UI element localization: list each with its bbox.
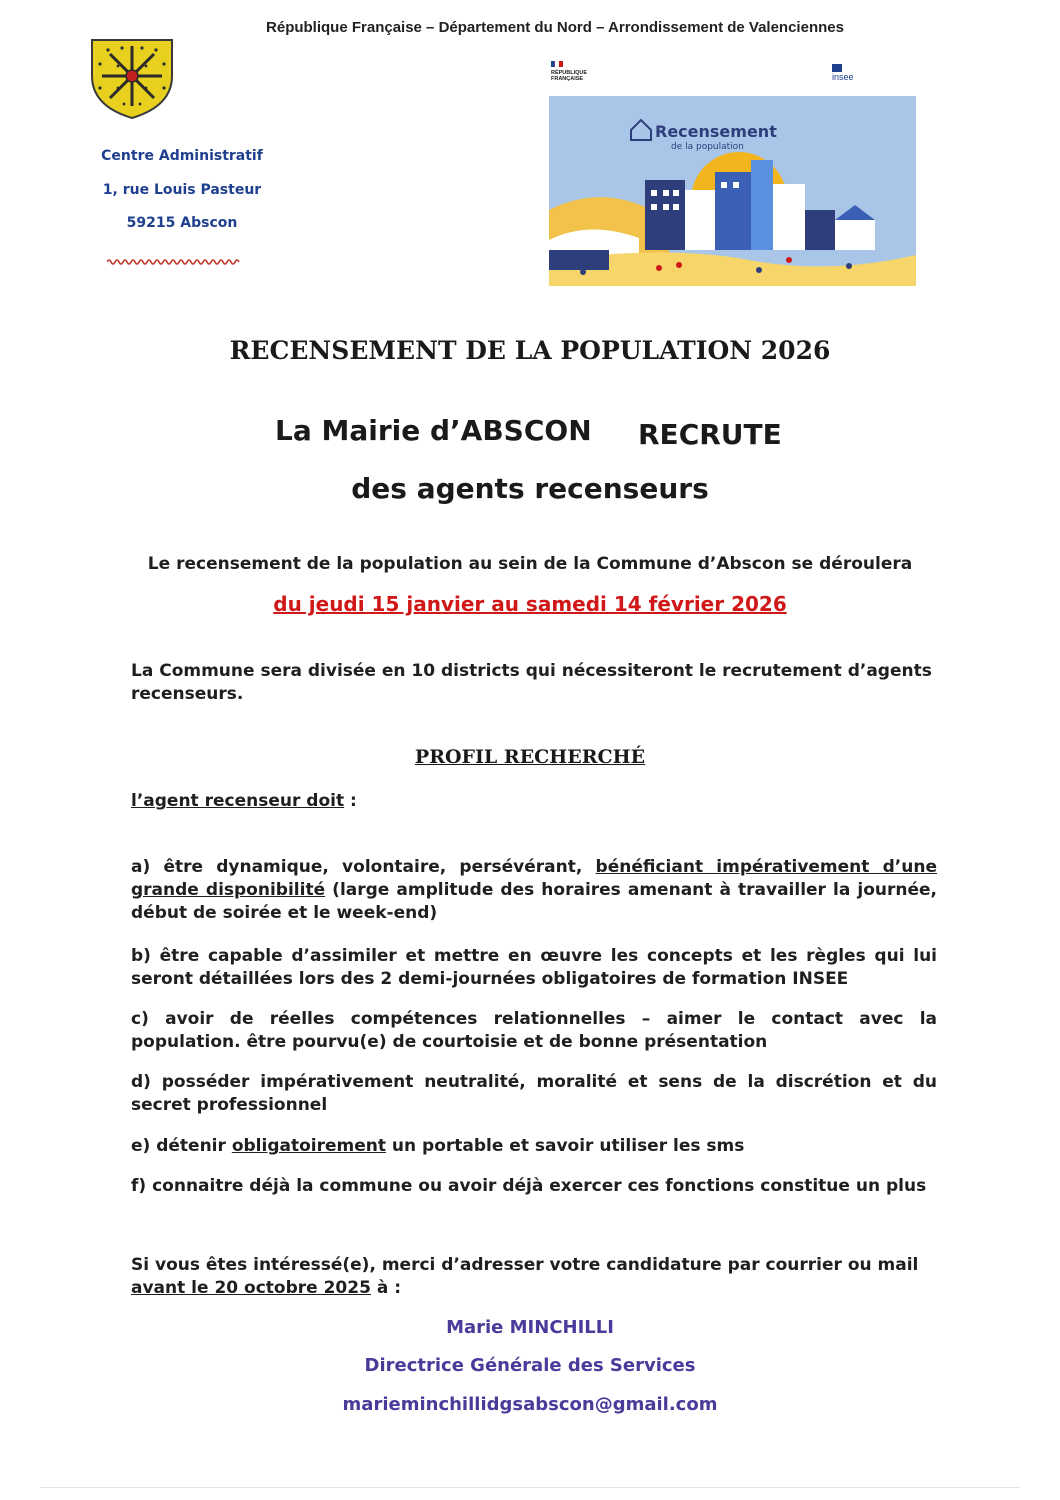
address-line-3: 59215 Abscon	[126, 215, 238, 231]
page-edge-divider	[40, 1487, 1020, 1488]
requirement-f: f) connaitre déjà la commune ou avoir déjà exercer ces fonctions constitue un plus	[131, 1176, 927, 1196]
requirement-a: a) être dynamique, volontaire, persévérant, bénéficiant impérativement d’une grande disponibilité (large amplitude des horaires amenant à travailler la journée, début de soirée et le week-end)	[131, 857, 938, 923]
address-line-1: Centre Administratif	[101, 148, 263, 164]
districts-text: La Commune sera divisée en 10 districts qui nécessiteront le recrutement d’agents recenseurs.	[131, 661, 932, 704]
requirement-e: e) détenir obligatoirement un portable et savoir utiliser les sms	[131, 1136, 745, 1156]
headline-recrute: RECRUTE	[638, 418, 782, 451]
address-line-2: 1, rue Louis Pasteur	[102, 182, 262, 198]
gov-logo-line-1: RÉPUBLIQUE	[551, 70, 588, 76]
header-jurisdiction: République Française – Département du Nord – Arrondissement de Valenciennes	[266, 19, 844, 36]
agent-must-line: l’agent recenseur doit :	[131, 791, 357, 811]
contact-role: Directrice Générale des Services	[364, 1355, 696, 1376]
banner-title: Recensement	[655, 122, 777, 141]
profil-heading: PROFIL RECHERCHÉ	[414, 746, 646, 768]
application-text: Si vous êtes intéressé(e), merci d’adresser votre candidature par courrier ou mail avant le 20 octobre 2025 à :	[131, 1255, 919, 1298]
banner-subtitle: de la population	[671, 142, 744, 152]
application-deadline: avant le 20 octobre 2025	[131, 1278, 371, 1298]
gov-logo-line-2: FRANÇAISE	[551, 76, 584, 82]
poster-title: RECENSEMENT DE LA POPULATION 2026	[229, 336, 831, 365]
insee-logo-text: insee	[832, 72, 854, 82]
contact-email[interactable]: marieminchillidgsabscon@gmail.com	[342, 1394, 718, 1415]
census-intro: Le recensement de la population au sein de la Commune d’Abscon se déroulera	[147, 554, 913, 574]
census-dates: du jeudi 15 janvier au samedi 14 février 2026	[273, 592, 787, 616]
requirement-d: d) posséder impérativement neutralité, moralité et sens de la discrétion et du secret professionnel	[131, 1072, 937, 1115]
requirement-b: b) être capable d’assimiler et mettre en œuvre les concepts et les règles qui lui seront détaillées lors des 2 demi-journées obligatoires de formation INSEE	[131, 946, 937, 989]
requirement-a-emphasis: bénéficiant impérativement d’une grande disponibilité	[131, 857, 937, 900]
requirement-e-emphasis: obligatoirement	[231, 1136, 386, 1156]
requirement-c: c) avoir de réelles compétences relationnelles – aimer le contact avec la population. être pourvu(e) de courtoisie et de bonne présentation	[131, 1009, 937, 1052]
contact-name: Marie MINCHILLI	[446, 1317, 614, 1338]
headline-mairie: La Mairie d’ABSCON	[275, 414, 592, 447]
decorative-divider	[107, 258, 241, 266]
headline-agents: des agents recenseurs	[351, 472, 709, 505]
agent-must-label: l’agent recenseur doit	[131, 791, 345, 811]
coat-of-arms-icon	[88, 36, 176, 120]
census-banner-image	[549, 60, 916, 286]
